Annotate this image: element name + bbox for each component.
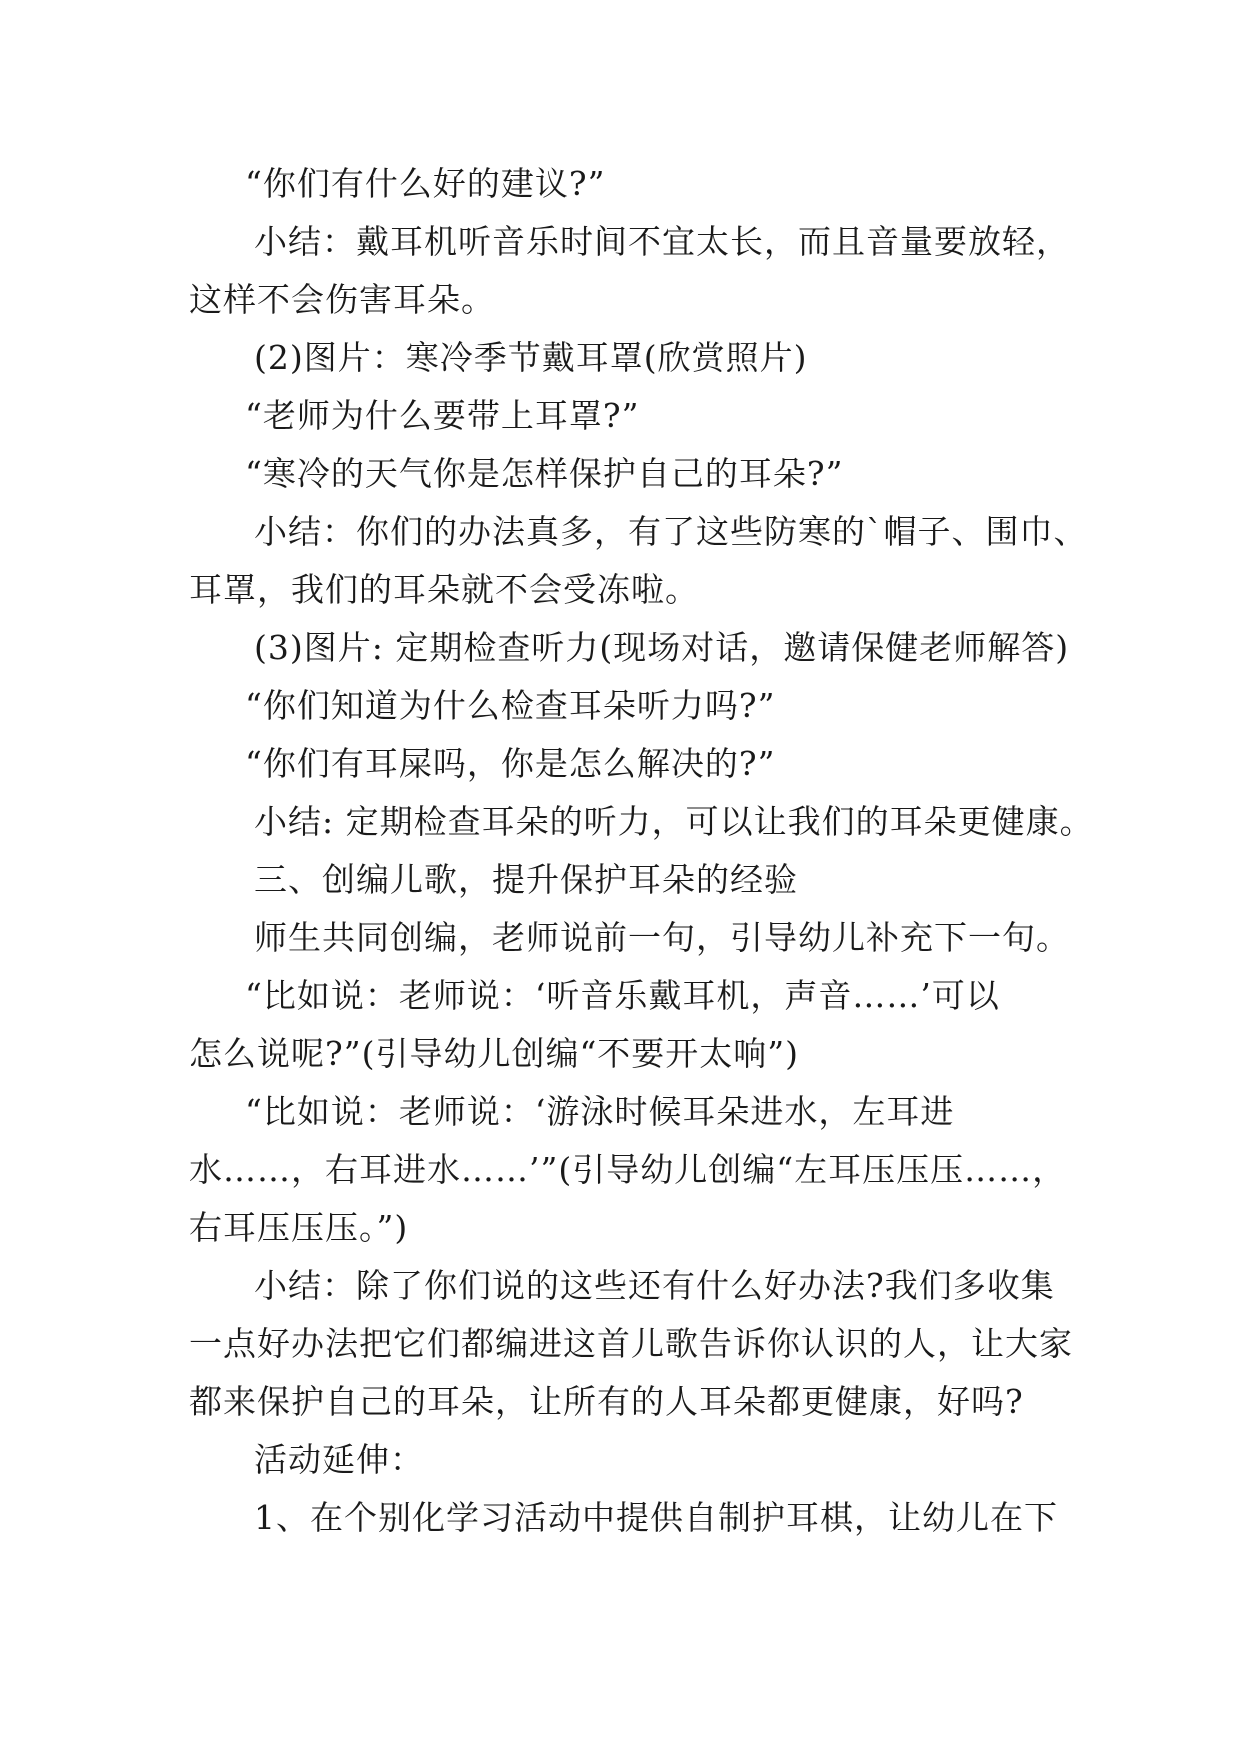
paragraph-line: “你们有什么好的建议?” bbox=[245, 164, 606, 203]
paragraph-line: “寒冷的天气你是怎样保护自己的耳朵?” bbox=[245, 454, 844, 493]
paragraph-line: 小结：你们的办法真多，有了这些防寒的`帽子、围巾、 bbox=[254, 512, 1088, 551]
paragraph-line: 怎么说呢?”(引导幼儿创编“不要开太响”) bbox=[189, 1034, 800, 1073]
paragraph-line: “你们有耳屎吗，你是怎么解决的?” bbox=[245, 744, 776, 783]
paragraph-line: 都来保护自己的耳朵，让所有的人耳朵都更健康，好吗? bbox=[189, 1382, 1024, 1421]
paragraph-line: 耳罩，我们的耳朵就不会受冻啦。 bbox=[189, 570, 699, 609]
paragraph-line: “老师为什么要带上耳罩?” bbox=[245, 396, 640, 435]
paragraph-line: (2)图片：寒冷季节戴耳罩(欣赏照片) bbox=[254, 338, 808, 377]
paragraph-line: 右耳压压压。”) bbox=[189, 1208, 409, 1247]
paragraph-line: 水……，右耳进水……’”(引导幼儿创编“左耳压压压……， bbox=[189, 1150, 1067, 1189]
paragraph-line: 师生共同创编，老师说前一句，引导幼儿补充下一句。 bbox=[254, 918, 1070, 957]
section-heading: 活动延伸： bbox=[254, 1440, 424, 1479]
paragraph-line: “你们知道为什么检查耳朵听力吗?” bbox=[245, 686, 776, 725]
paragraph-line: 小结：戴耳机听音乐时间不宜太长，而且音量要放轻， bbox=[254, 222, 1070, 261]
paragraph-line: 小结: 定期检查耳朵的听力，可以让我们的耳朵更健康。 bbox=[254, 802, 1094, 841]
paragraph-line: 这样不会伤害耳朵。 bbox=[189, 280, 495, 319]
paragraph-line: (3)图片: 定期检查听力(现场对话，邀请保健老师解答) bbox=[254, 628, 1070, 667]
paragraph-line: 一点好办法把它们都编进这首儿歌告诉你认识的人，让大家 bbox=[189, 1324, 1073, 1363]
paragraph-line: 1、在个别化学习活动中提供自制护耳棋，让幼儿在下 bbox=[254, 1498, 1058, 1537]
paragraph-line: “比如说：老师说：‘游泳时候耳朵进水，左耳进 bbox=[245, 1092, 955, 1131]
paragraph-line: 小结：除了你们说的这些还有什么好办法?我们多收集 bbox=[254, 1266, 1055, 1305]
paragraph-line: “比如说：老师说：‘听音乐戴耳机，声音……’可以 bbox=[245, 976, 1000, 1015]
section-heading: 三、创编儿歌，提升保护耳朵的经验 bbox=[254, 860, 798, 899]
